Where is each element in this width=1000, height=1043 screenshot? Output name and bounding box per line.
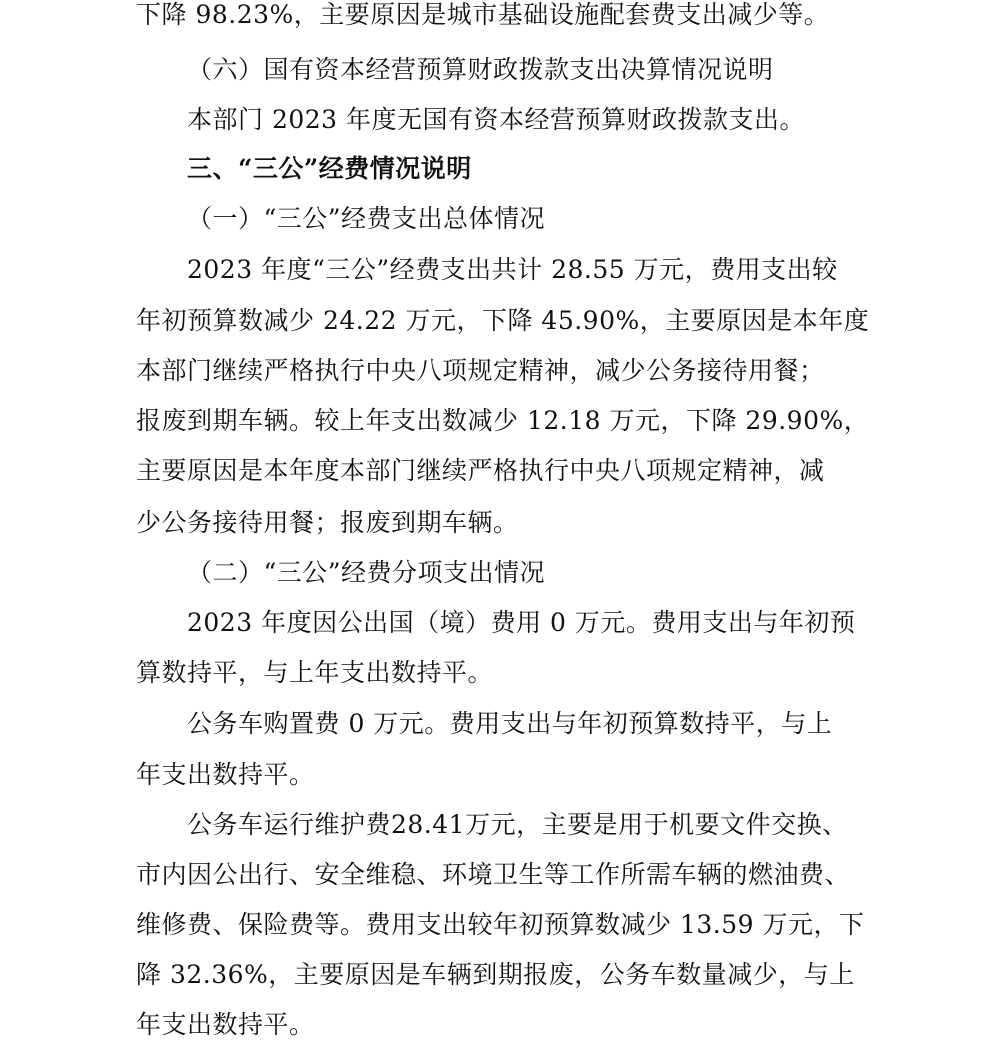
subsection-heading-2: （二）“三公”经费分项支出情况 — [187, 558, 546, 587]
paragraph-line: 算数持平，与上年支出数持平。 — [136, 658, 494, 687]
paragraph-line: 本部门继续严格执行中央八项规定精神，减少公务接待用餐； — [136, 356, 825, 385]
paragraph-line: 公务车购置费 0 万元。费用支出与年初预算数持平，与上 — [187, 709, 833, 738]
paragraph-line-continuation: 下降 98.23%，主要原因是城市基础设施配套费支出减少等。 — [136, 0, 830, 29]
paragraph-line: 主要原因是本年度本部门继续严格执行中央八项规定精神，减 — [136, 456, 825, 485]
paragraph-line: 2023 年度“三公”经费支出共计 28.55 万元，费用支出较 — [187, 255, 838, 284]
subsection-heading-6: （六）国有资本经营预算财政拨款支出决算情况说明 — [187, 55, 774, 84]
paragraph-line: 市内因公出行、安全维稳、环境卫生等工作所需车辆的燃油费、 — [136, 860, 851, 889]
paragraph-line: 年支出数持平。 — [136, 760, 315, 789]
paragraph-line: 本部门 2023 年度无国有资本经营预算财政拨款支出。 — [187, 105, 806, 134]
subsection-heading-1: （一）“三公”经费支出总体情况 — [187, 204, 546, 233]
paragraph-line: 报废到期车辆。较上年支出数减少 12.18 万元，下降 29.90%， — [136, 406, 870, 435]
paragraph-line: 公务车运行维护费28.41万元，主要是用于机要文件交换、 — [187, 810, 848, 839]
paragraph-line: 2023 年度因公出国（境）费用 0 万元。费用支出与年初预 — [187, 608, 856, 637]
paragraph-line: 降 32.36%，主要原因是车辆到期报废，公务车数量减少，与上 — [136, 960, 855, 989]
paragraph-line: 年初预算数减少 24.22 万元，下降 45.90%，主要原因是本年度 — [136, 306, 870, 335]
section-heading-3: 三、“三公”经费情况说明 — [187, 154, 472, 183]
paragraph-line: 维修费、保险费等。费用支出较年初预算数减少 13.59 万元，下 — [136, 910, 865, 939]
paragraph-line: 年支出数持平。 — [136, 1010, 315, 1039]
paragraph-line: 少公务接待用餐；报废到期车辆。 — [136, 508, 519, 537]
